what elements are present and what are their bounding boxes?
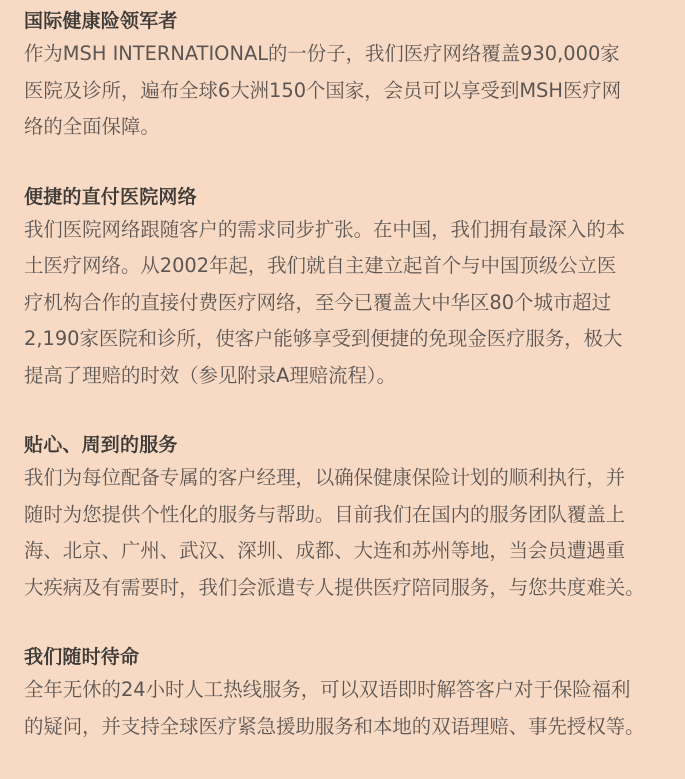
section-attentive-service — [24, 430, 685, 606]
section-always-on-call — [24, 642, 685, 745]
section-body — [24, 672, 674, 745]
body-line: 随时为您提供个性化的服务与帮助。目前我们在国内的服务团队覆盖上 — [24, 502, 626, 526]
body-line: 的疑问，并支持全球医疗紧急援助服务和本地的双语理赔、事先授权等。 — [24, 714, 645, 738]
section-heading: 便捷的直付医院网络 — [24, 185, 197, 208]
section-body — [24, 36, 674, 146]
body-line: 大疾病及有需要时，我们会派遣专人提供医疗陪同服务，与您共度难关。 — [24, 575, 645, 599]
section-heading: 国际健康险领军者 — [24, 10, 178, 32]
section-heading: 贴心、周到的服务 — [24, 434, 178, 456]
section-body — [24, 460, 674, 606]
body-line: 作为MSH INTERNATIONAL的一份子，我们医疗网络覆盖930,000家 — [24, 42, 620, 65]
body-line: 2,190家医院和诊所，使客户能够享受到便捷的免现金医疗服务，极大 — [24, 327, 623, 350]
body-line: 全年无休的24小时人工热线服务，可以双语即时解答客户对于保险福利 — [24, 678, 631, 701]
section-global-leader — [24, 6, 685, 146]
section-body — [24, 212, 674, 395]
body-line: 我们医院网络跟随客户的需求同步扩张。在中国，我们拥有最深入的本 — [24, 217, 626, 241]
body-line: 络的全面保障。 — [24, 115, 160, 138]
body-line: 土医疗网络。从2002年起，我们就自主建立起首个与中国顶级公立医 — [24, 254, 617, 277]
section-heading: 我们随时待命 — [24, 646, 140, 668]
body-line: 海、北京、广州、武汉、深圳、成都、大连和苏州等地，当会员遭遇重 — [24, 539, 626, 562]
body-line: 疗机构合作的直接付费医疗网络，至今已覆盖大中华区80个城市超过 — [24, 290, 612, 314]
body-line: 医院及诊所，遍布全球6大洲150个国家，会员可以享受到MSH医疗网 — [24, 78, 622, 102]
section-direct-billing-network — [24, 182, 685, 395]
body-line: 提高了理赔的时效（参见附录A理赔流程）。 — [24, 363, 396, 387]
body-line: 我们为每位配备专属的客户经理，以确保健康保险计划的顺利执行，并 — [24, 466, 626, 489]
